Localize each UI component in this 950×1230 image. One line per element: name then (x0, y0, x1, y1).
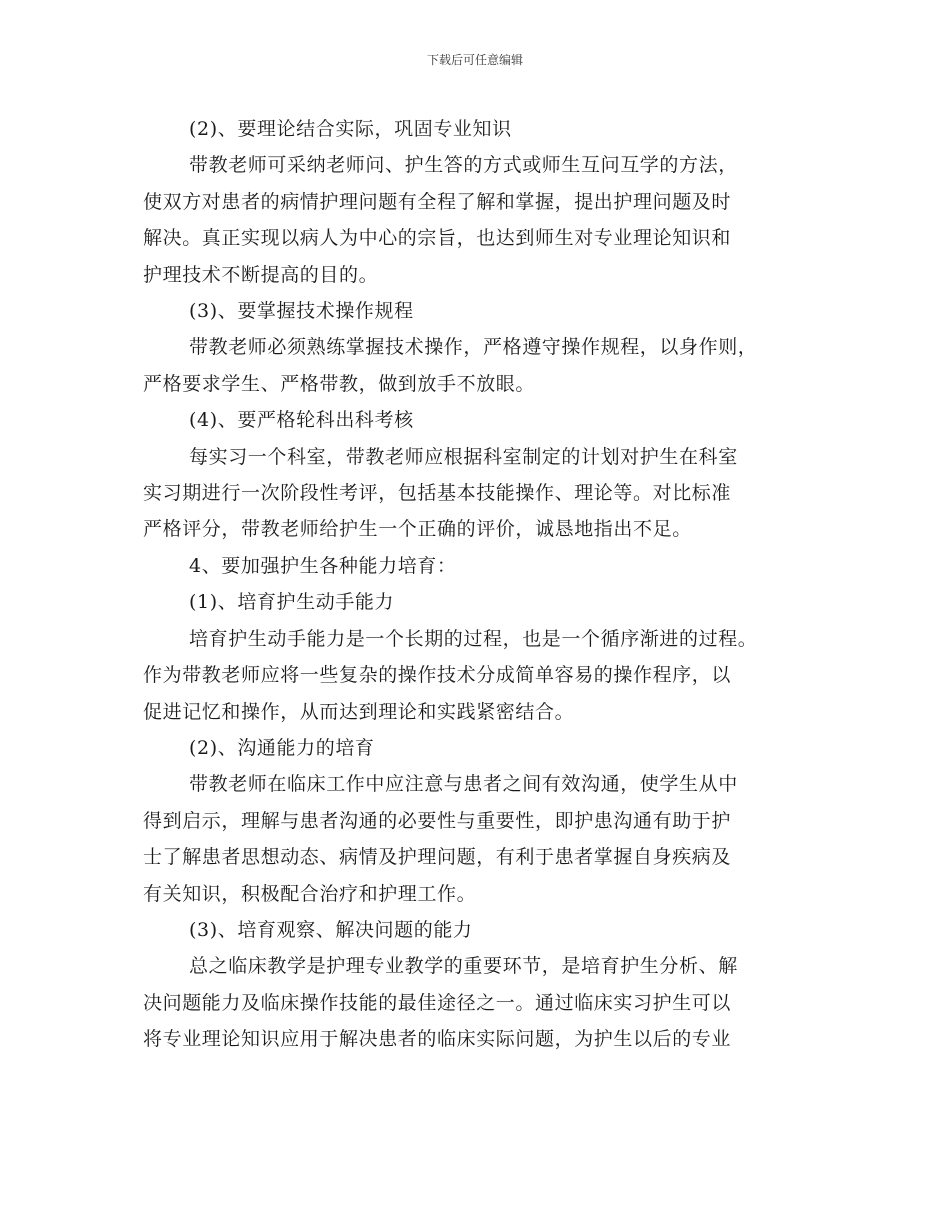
section-heading: (4)、要严格轮科出科考核 (189, 409, 414, 432)
paragraph (143, 621, 811, 730)
paragraph-line: 带教老师必须熟练掌握技术操作，严格遵守操作规程，以身作则， (189, 336, 758, 359)
document-body (143, 111, 811, 1058)
paragraph (143, 439, 811, 548)
paragraph-line: 护理技术不断提高的目的。 (143, 263, 379, 286)
paragraph-line: 带教老师可采纳老师问、护生答的方式或师生互问互学的方法， (189, 154, 738, 177)
section-heading: (3)、培育观察、解决问题的能力 (189, 918, 473, 941)
paragraph-line: 总之临床教学是护理专业教学的重要环节，是培育护生分析、解 (189, 955, 738, 978)
header-note: 下载后可任意编辑 (426, 53, 523, 67)
paragraph (143, 948, 811, 1057)
paragraph-line: 决问题能力及临床操作技能的最佳途径之一。通过临床实习护生可以 (143, 991, 732, 1014)
paragraph-line: 严格要求学生、严格带教，做到放手不放眼。 (143, 372, 536, 395)
paragraph-line: 作为带教老师应将一些复杂的操作技术分成简单容易的操作程序，以 (143, 664, 732, 687)
section-heading: (2)、要理论结合实际，巩固专业知识 (189, 118, 512, 140)
paragraph (143, 147, 811, 293)
paragraph-line: 有关知识，积极配合治疗和护理工作。 (143, 882, 477, 905)
paragraph-line: 将专业理论知识应用于解决患者的临床实际问题，为护生以后的专业 (143, 1028, 732, 1051)
paragraph-line: 士了解患者思想动态、病情及护理问题，有利于患者掌握自身疾病及 (143, 846, 732, 869)
section-heading: (3)、要掌握技术操作规程 (189, 300, 414, 323)
paragraph (143, 766, 811, 912)
paragraph-line: 使双方对患者的病情护理问题有全程了解和掌握，提出护理问题及时 (143, 190, 732, 213)
paragraph-line: 严格评分，带教老师给护生一个正确的评价，诚恳地指出不足。 (143, 518, 692, 541)
section-heading: (1)、培育护生动手能力 (189, 591, 395, 614)
section-heading: (2)、沟通能力的培育 (189, 736, 375, 759)
paragraph-line: 实习期进行一次阶段性考评，包括基本技能操作、理论等。对比标准 (143, 482, 732, 505)
section-heading: 4、要加强护生各种能力培育： (189, 554, 457, 577)
paragraph (143, 329, 811, 402)
paragraph-line: 解决。真正实现以病人为中心的宗旨，也达到师生对专业理论知识和 (143, 227, 732, 250)
paragraph-line: 每实习一个科室，带教老师应根据科室制定的计划对护生在科室 (189, 445, 738, 468)
paragraph-line: 培育护生动手能力是一个长期的过程，也是一个循序渐进的过程。 (189, 627, 758, 650)
paragraph-line: 得到启示，理解与患者沟通的必要性与重要性，即护患沟通有助于护 (143, 809, 732, 832)
paragraph-line: 促进记忆和操作，从而达到理论和实践紧密结合。 (143, 700, 575, 723)
paragraph-line: 带教老师在临床工作中应注意与患者之间有效沟通，使学生从中 (189, 773, 738, 796)
